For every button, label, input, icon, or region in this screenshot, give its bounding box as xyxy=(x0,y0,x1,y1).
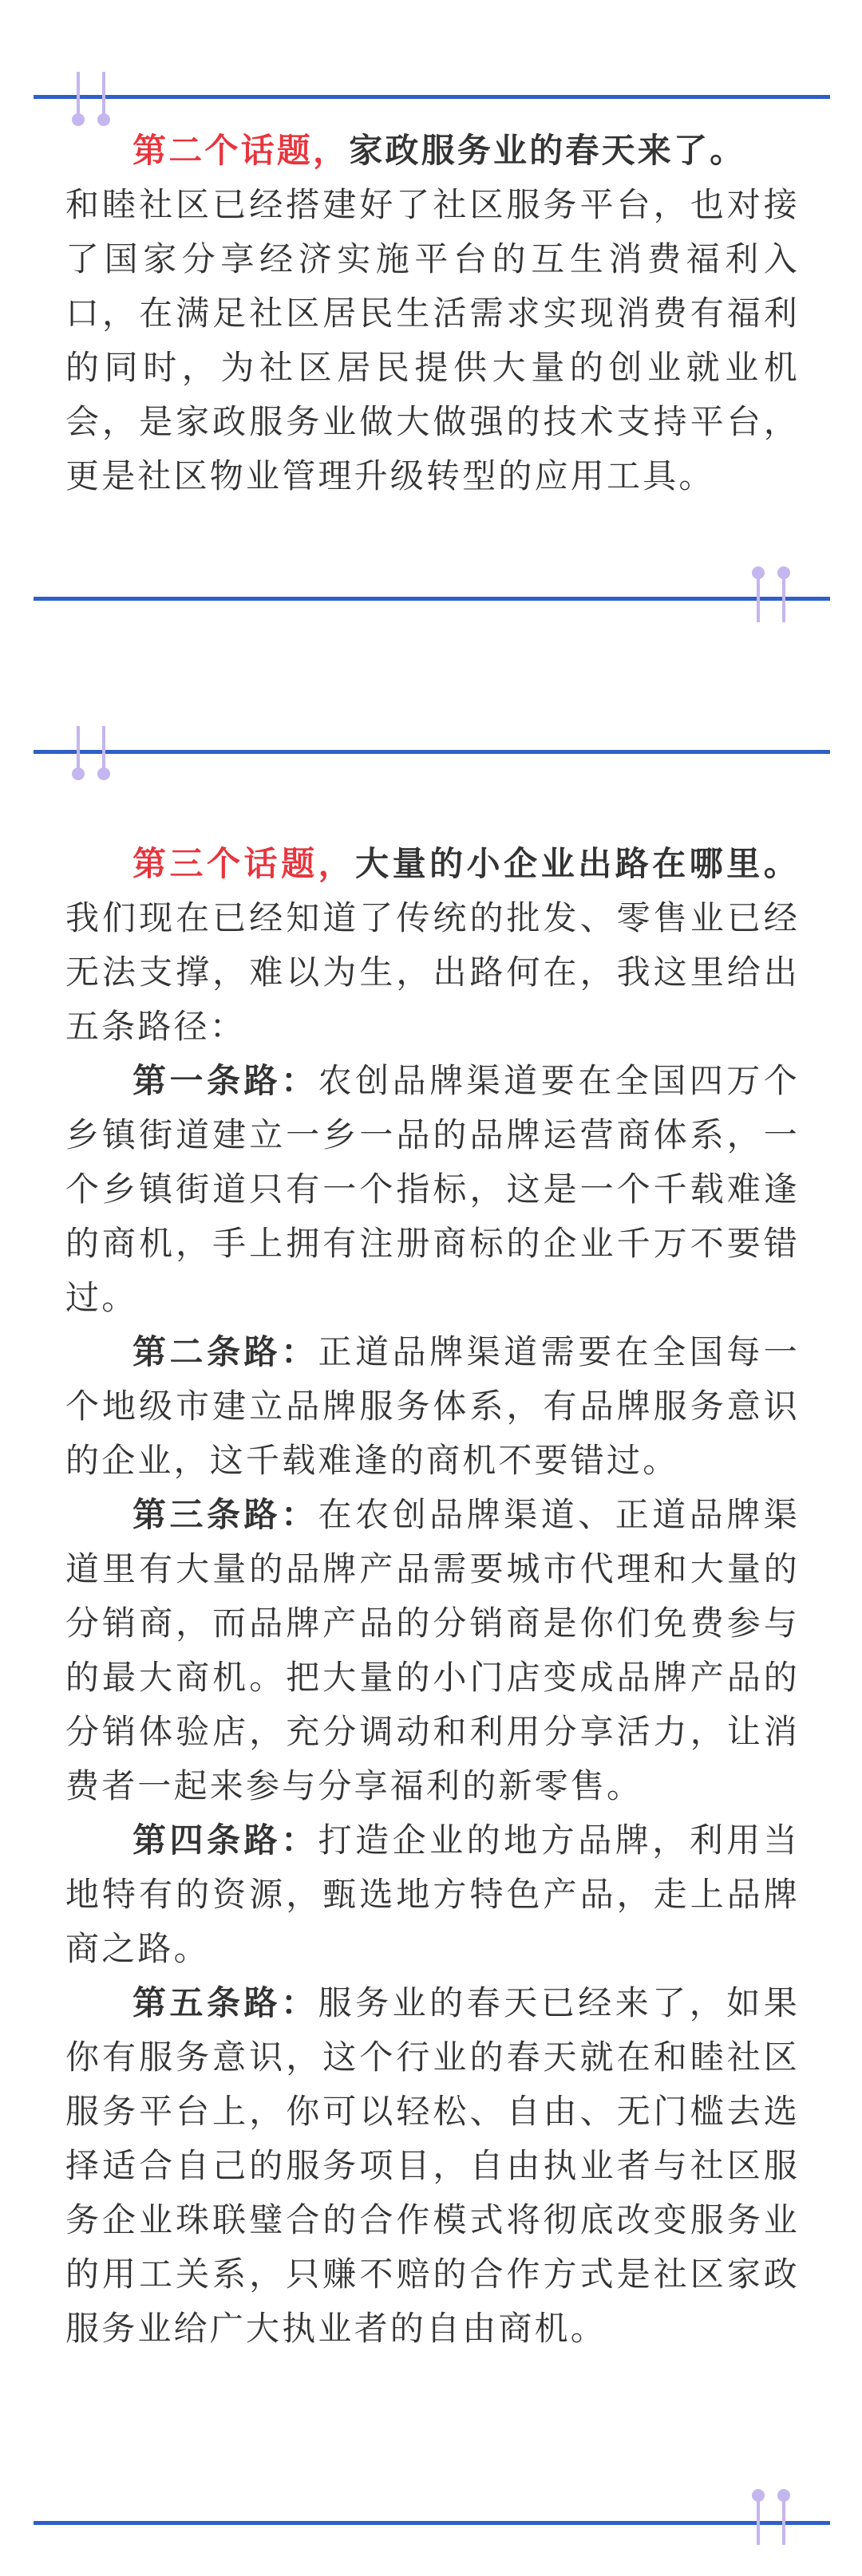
path-item xyxy=(65,1325,800,1488)
pin-decoration-icon xyxy=(69,723,117,795)
path-label: 第二条路： xyxy=(132,1332,318,1371)
section2-title xyxy=(65,124,800,178)
path-label: 第三条路： xyxy=(132,1495,318,1534)
top-divider-section3 xyxy=(34,750,830,754)
path-label: 第五条路： xyxy=(132,1983,318,2022)
path-text: 在农创品牌渠道、正道品牌渠道里有大量的品牌产品需要城市代理和大量的分销商，而品牌产品的分销商是你们免费参与的最大商机。把大量的小门店变成品牌产品的分销体验店，充分调动和利用分享活力，让消费者一起来参与分享福利的新零售。 xyxy=(65,1495,800,1805)
path-item xyxy=(65,1976,800,2356)
pin-decoration-icon xyxy=(749,2481,797,2553)
path-text: 农创品牌渠道要在全国四万个乡镇街道建立一乡一品的品牌运营商体系，一个乡镇街道只有一个指标，这是一个千载难逢的商机，手上拥有注册商标的企业千万不要错过。 xyxy=(65,1061,800,1317)
section3-title-red: 第三个话题， xyxy=(132,844,356,883)
path-item xyxy=(65,1813,800,1976)
pin-decoration-icon xyxy=(749,558,797,630)
section3-title-bold: 大量的小企业出路在哪里。 xyxy=(355,844,800,883)
section2-title-bold: 家政服务业的春天来了。 xyxy=(349,131,746,170)
path-text: 打造企业的地方品牌，利用当地特有的资源，甄选地方特色产品，走上品牌商之路。 xyxy=(65,1821,800,1968)
path-label: 第四条路： xyxy=(132,1821,318,1860)
section3-content xyxy=(65,837,800,2356)
section2-body: 和睦社区已经搭建好了社区服务平台，也对接了国家分享经济实施平台的互生消费福利入口，在满足社区居民生活需求实现消费有福利的同时，为社区居民提供大量的创业就业机会，是家政服务业做大做强的技术支持平台，更是社区物业管理升级转型的应用工具。 xyxy=(65,185,800,495)
top-divider-section2 xyxy=(34,95,830,99)
section2-content xyxy=(65,124,800,503)
path-item xyxy=(65,1054,800,1325)
bottom-divider-section2 xyxy=(34,597,830,601)
bottom-divider-section3 xyxy=(34,2521,830,2525)
path-item xyxy=(65,1488,800,1813)
path-label: 第一条路： xyxy=(132,1061,318,1100)
section3-intro-text: 我们现在已经知道了传统的批发、零售业已经无法支撑，难以为生，出路何在，我这里给出五条路径： xyxy=(65,898,800,1046)
section2-title-red: 第二个话题， xyxy=(132,131,350,170)
section3-intro xyxy=(65,837,800,1054)
path-text: 正道品牌渠道需要在全国每一个地级市建立品牌服务体系，有品牌服务意识的企业，这千载难逢的商机不要错过。 xyxy=(65,1332,800,1480)
path-text: 服务业的春天已经来了，如果你有服务意识，这个行业的春天就在和睦社区服务平台上，你可以轻松、自由、无门槛去选择适合自己的服务项目，自由执业者与社区服务企业珠联璧合的合作模式将彻底改变服务业的用工关系，只赚不赔的合作方式是社区家政服务业给广大执业者的自由商机。 xyxy=(65,1983,800,2348)
